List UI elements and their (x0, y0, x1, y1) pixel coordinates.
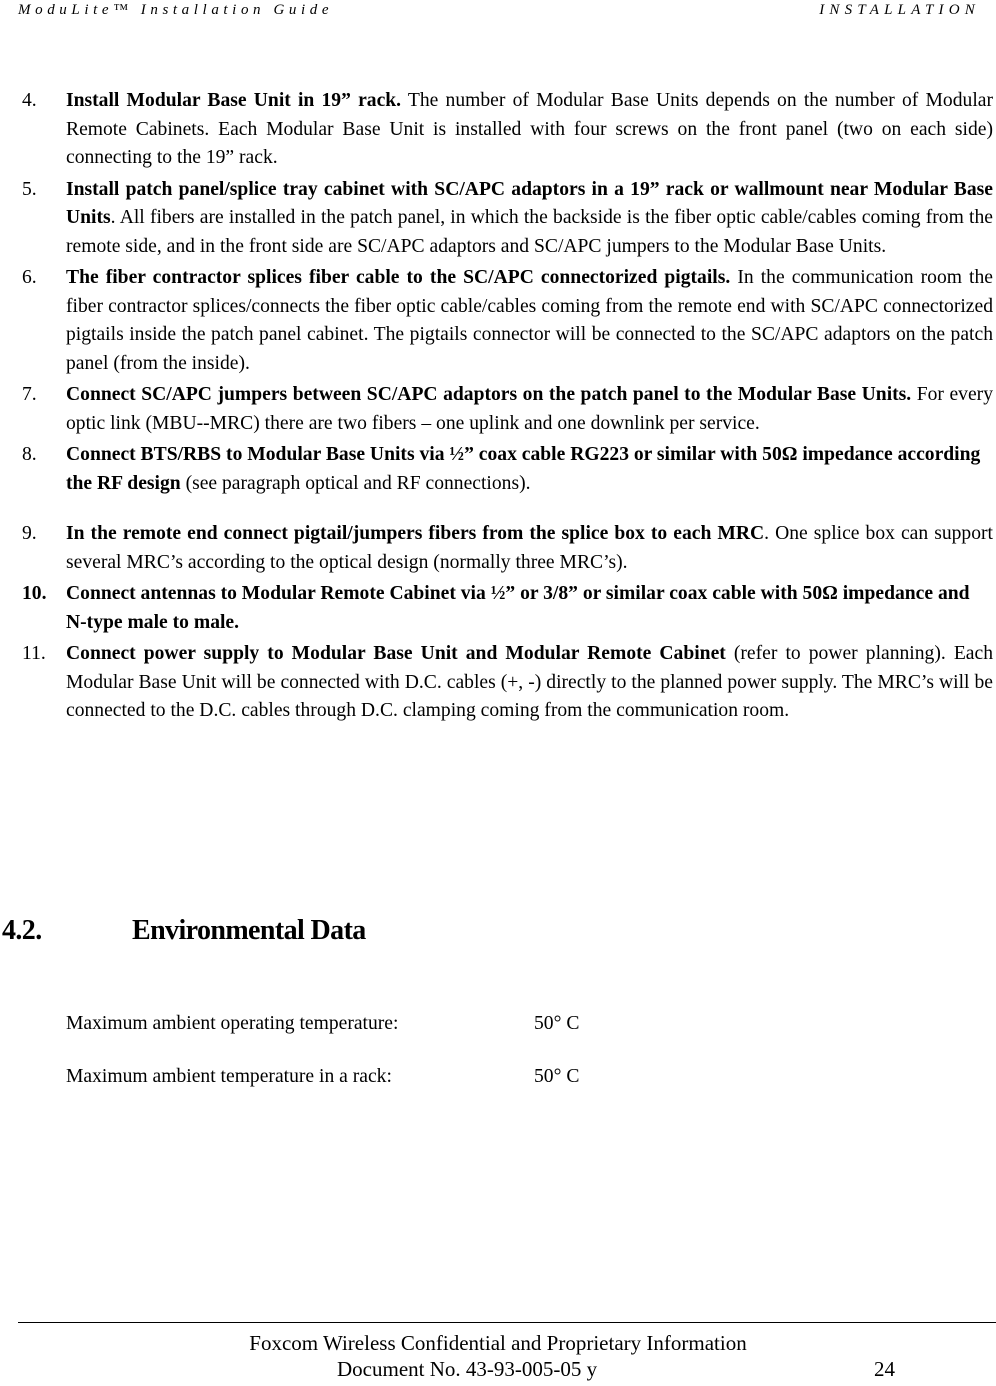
step-text: For every optic link (MBU--MRC) there are two fibers – one uplink and one downlink per service. (66, 384, 993, 434)
step-item (0, 264, 993, 378)
env-label: Maximum ambient operating temperature: (66, 1013, 399, 1034)
step-text: (refer to power planning). Each Modular Base Unit will be connected with D.C. cables (+, -) directly to the planned power supply. The MRC’s will be connected to the D.C. cables through D.C. clamping coming from the communication room. (66, 643, 993, 721)
step-number: 5. (22, 178, 37, 200)
step-item (0, 381, 993, 438)
step-heading: The fiber contractor splices fiber cable to the SC/APC connectorized pigtails. (66, 267, 731, 288)
footer-page-number: 24 (874, 1357, 895, 1381)
step-text: . All fibers are installed in the patch panel, in which the backside is the fiber optic cable/cables coming from the remote side, and in the front side are SC/APC adaptors and SC/APC jumpers to the Modular Base Units. (66, 207, 993, 257)
header-chapter-title: INSTALLATION (819, 2, 980, 18)
step-heading: Connect power supply to Modular Base Unit and Modular Remote Cabinet (66, 643, 726, 664)
step-heading: In the remote end connect pigtail/jumpers fibers from the splice box to each MRC (66, 523, 765, 544)
step-number: 9. (22, 523, 37, 544)
footer-document-number: Document No. 43-93-005-05 y (337, 1357, 598, 1381)
footer-divider (18, 1322, 996, 1323)
section-title: Environmental Data (132, 915, 366, 946)
step-text: (see paragraph optical and RF connections). (180, 472, 531, 494)
step-number: 7. (22, 384, 37, 405)
step-item (0, 520, 993, 577)
step-item (0, 441, 993, 498)
step-item (0, 176, 993, 262)
step-number: 11. (22, 643, 46, 664)
step-heading: Connect antennas to Modular Remote Cabinet via ½” or 3/8” or similar coax cable with 50Ω impedance and N-type male to male. (66, 583, 970, 633)
step-number: 10. (22, 583, 47, 604)
section-number: 4.2. (2, 915, 42, 946)
header-guide-title: ModuLite™ Installation Guide (18, 2, 334, 18)
env-value: 50° C (534, 1013, 580, 1034)
step-text: . One splice box can support several MRC’s according to the optical design (normally three MRC’s). (66, 523, 993, 573)
env-label: Maximum ambient temperature in a rack: (66, 1066, 392, 1087)
step-item (0, 580, 993, 637)
footer-confidential-notice: Foxcom Wireless Confidential and Proprietary Information (249, 1331, 747, 1355)
step-item (0, 640, 993, 726)
step-text: The number of Modular Base Units depends on the number of Modular Remote Cabinets. Each Modular Base Unit is installed with four screws on the front panel (two on each side) connecting to the 19” rack. (66, 90, 993, 168)
step-text: In the communication room the fiber contractor splices/connects the fiber optic cable/cables coming from the remote end with SC/APC connectorized pigtails inside the patch panel cabinet. The pigtails connector will be connected to the SC/APC adaptors on the patch panel (from the inside). (66, 267, 993, 374)
step-heading: Connect BTS/RBS to Modular Base Units via ½” coax cable RG223 or similar with 50Ω impedance according the RF design (66, 444, 981, 494)
step-number: 4. (22, 90, 37, 111)
step-heading: Connect SC/APC jumpers between SC/APC adaptors on the patch panel to the Modular Base Units. (66, 384, 912, 405)
step-heading: Install patch panel/splice tray cabinet with SC/APC adaptors in a 19” rack or wallmount near Modular Base Units (66, 178, 993, 228)
step-number: 6. (22, 267, 37, 288)
installation-steps-list (0, 87, 996, 729)
step-number: 8. (22, 444, 37, 465)
step-heading: Install Modular Base Unit in 19” rack. (66, 90, 402, 111)
step-item (0, 87, 993, 173)
env-value: 50° C (534, 1066, 580, 1087)
